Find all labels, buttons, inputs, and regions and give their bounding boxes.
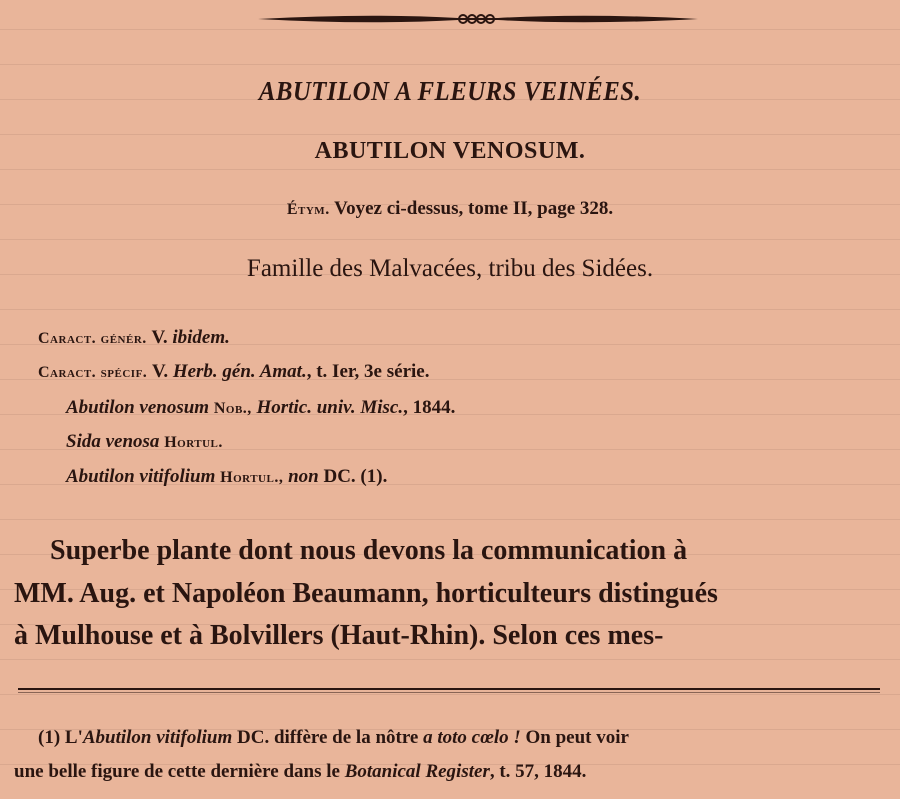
caract-gener-label: Caract. génér. bbox=[38, 330, 147, 347]
etymology-line bbox=[0, 198, 900, 220]
caract-specif-label: Caract. spécif. bbox=[38, 364, 148, 381]
caract-specif-line bbox=[38, 361, 900, 383]
synonym-reference: Hortic. univ. Misc. bbox=[256, 397, 404, 418]
footnote-text: une belle figure de cette dernière dans le bbox=[14, 761, 345, 782]
footnote-italic: a toto cœlo ! bbox=[423, 727, 521, 748]
caract-specif-v: V. bbox=[152, 361, 169, 382]
footnote-text: (1) L' bbox=[38, 727, 83, 748]
caract-specif-ref: Herb. gén. Amat. bbox=[172, 361, 307, 382]
synonym-line bbox=[66, 431, 900, 453]
synonym-author: Hortul. bbox=[164, 434, 223, 451]
synonym-year: , 1844. bbox=[403, 397, 456, 418]
footnote-rule bbox=[18, 688, 880, 690]
title-french: ABUTILON A FLEURS VEINÉES. bbox=[258, 76, 642, 106]
caract-gener-line bbox=[38, 327, 900, 349]
title-latin: ABUTILON VENOSUM. bbox=[314, 138, 586, 164]
body-text-line: à Mulhouse et à Bolvillers (Haut-Rhin). Selon ces mes- bbox=[14, 620, 664, 651]
synonym-line bbox=[66, 466, 900, 488]
synonym-author: Nob., bbox=[213, 400, 252, 417]
footnote-line bbox=[38, 727, 900, 749]
caract-gener-v: V. bbox=[151, 327, 168, 348]
footnote-italic: Botanical Register bbox=[344, 761, 490, 782]
synonym-line bbox=[66, 397, 900, 419]
etymology-label: Étym. bbox=[286, 201, 330, 218]
synonym-non: non bbox=[288, 466, 319, 487]
caract-gener-ref: ibidem. bbox=[172, 327, 230, 348]
footnote-text: On peut voir bbox=[520, 727, 629, 748]
footnote-italic: Abutilon vitifolium bbox=[82, 727, 233, 748]
body-text-line: Superbe plante dont nous devons la communication à bbox=[50, 535, 688, 566]
body-text-line: MM. Aug. et Napoléon Beaumann, horticulteurs distingués bbox=[14, 578, 718, 609]
synonym-name: Abutilon vitifolium bbox=[66, 466, 216, 487]
synonym-name: Abutilon venosum bbox=[66, 397, 210, 418]
footnote-text: DC. diffère de la nôtre bbox=[232, 727, 424, 748]
footnote-text: , t. 57, 1844. bbox=[489, 761, 587, 782]
footnote-line bbox=[14, 761, 890, 783]
etymology-text: Voyez ci-dessus, tome II, page 328. bbox=[334, 198, 614, 219]
synonym-name: Sida venosa bbox=[66, 431, 160, 452]
synonym-rest: DC. (1). bbox=[323, 466, 388, 487]
ornament-divider bbox=[258, 8, 698, 30]
caract-specif-rest: , t. Ier, 3e série. bbox=[306, 361, 430, 382]
family-line: Famille des Malvacées, tribu des Sidées. bbox=[246, 255, 654, 282]
synonym-author: Hortul., bbox=[220, 469, 284, 486]
